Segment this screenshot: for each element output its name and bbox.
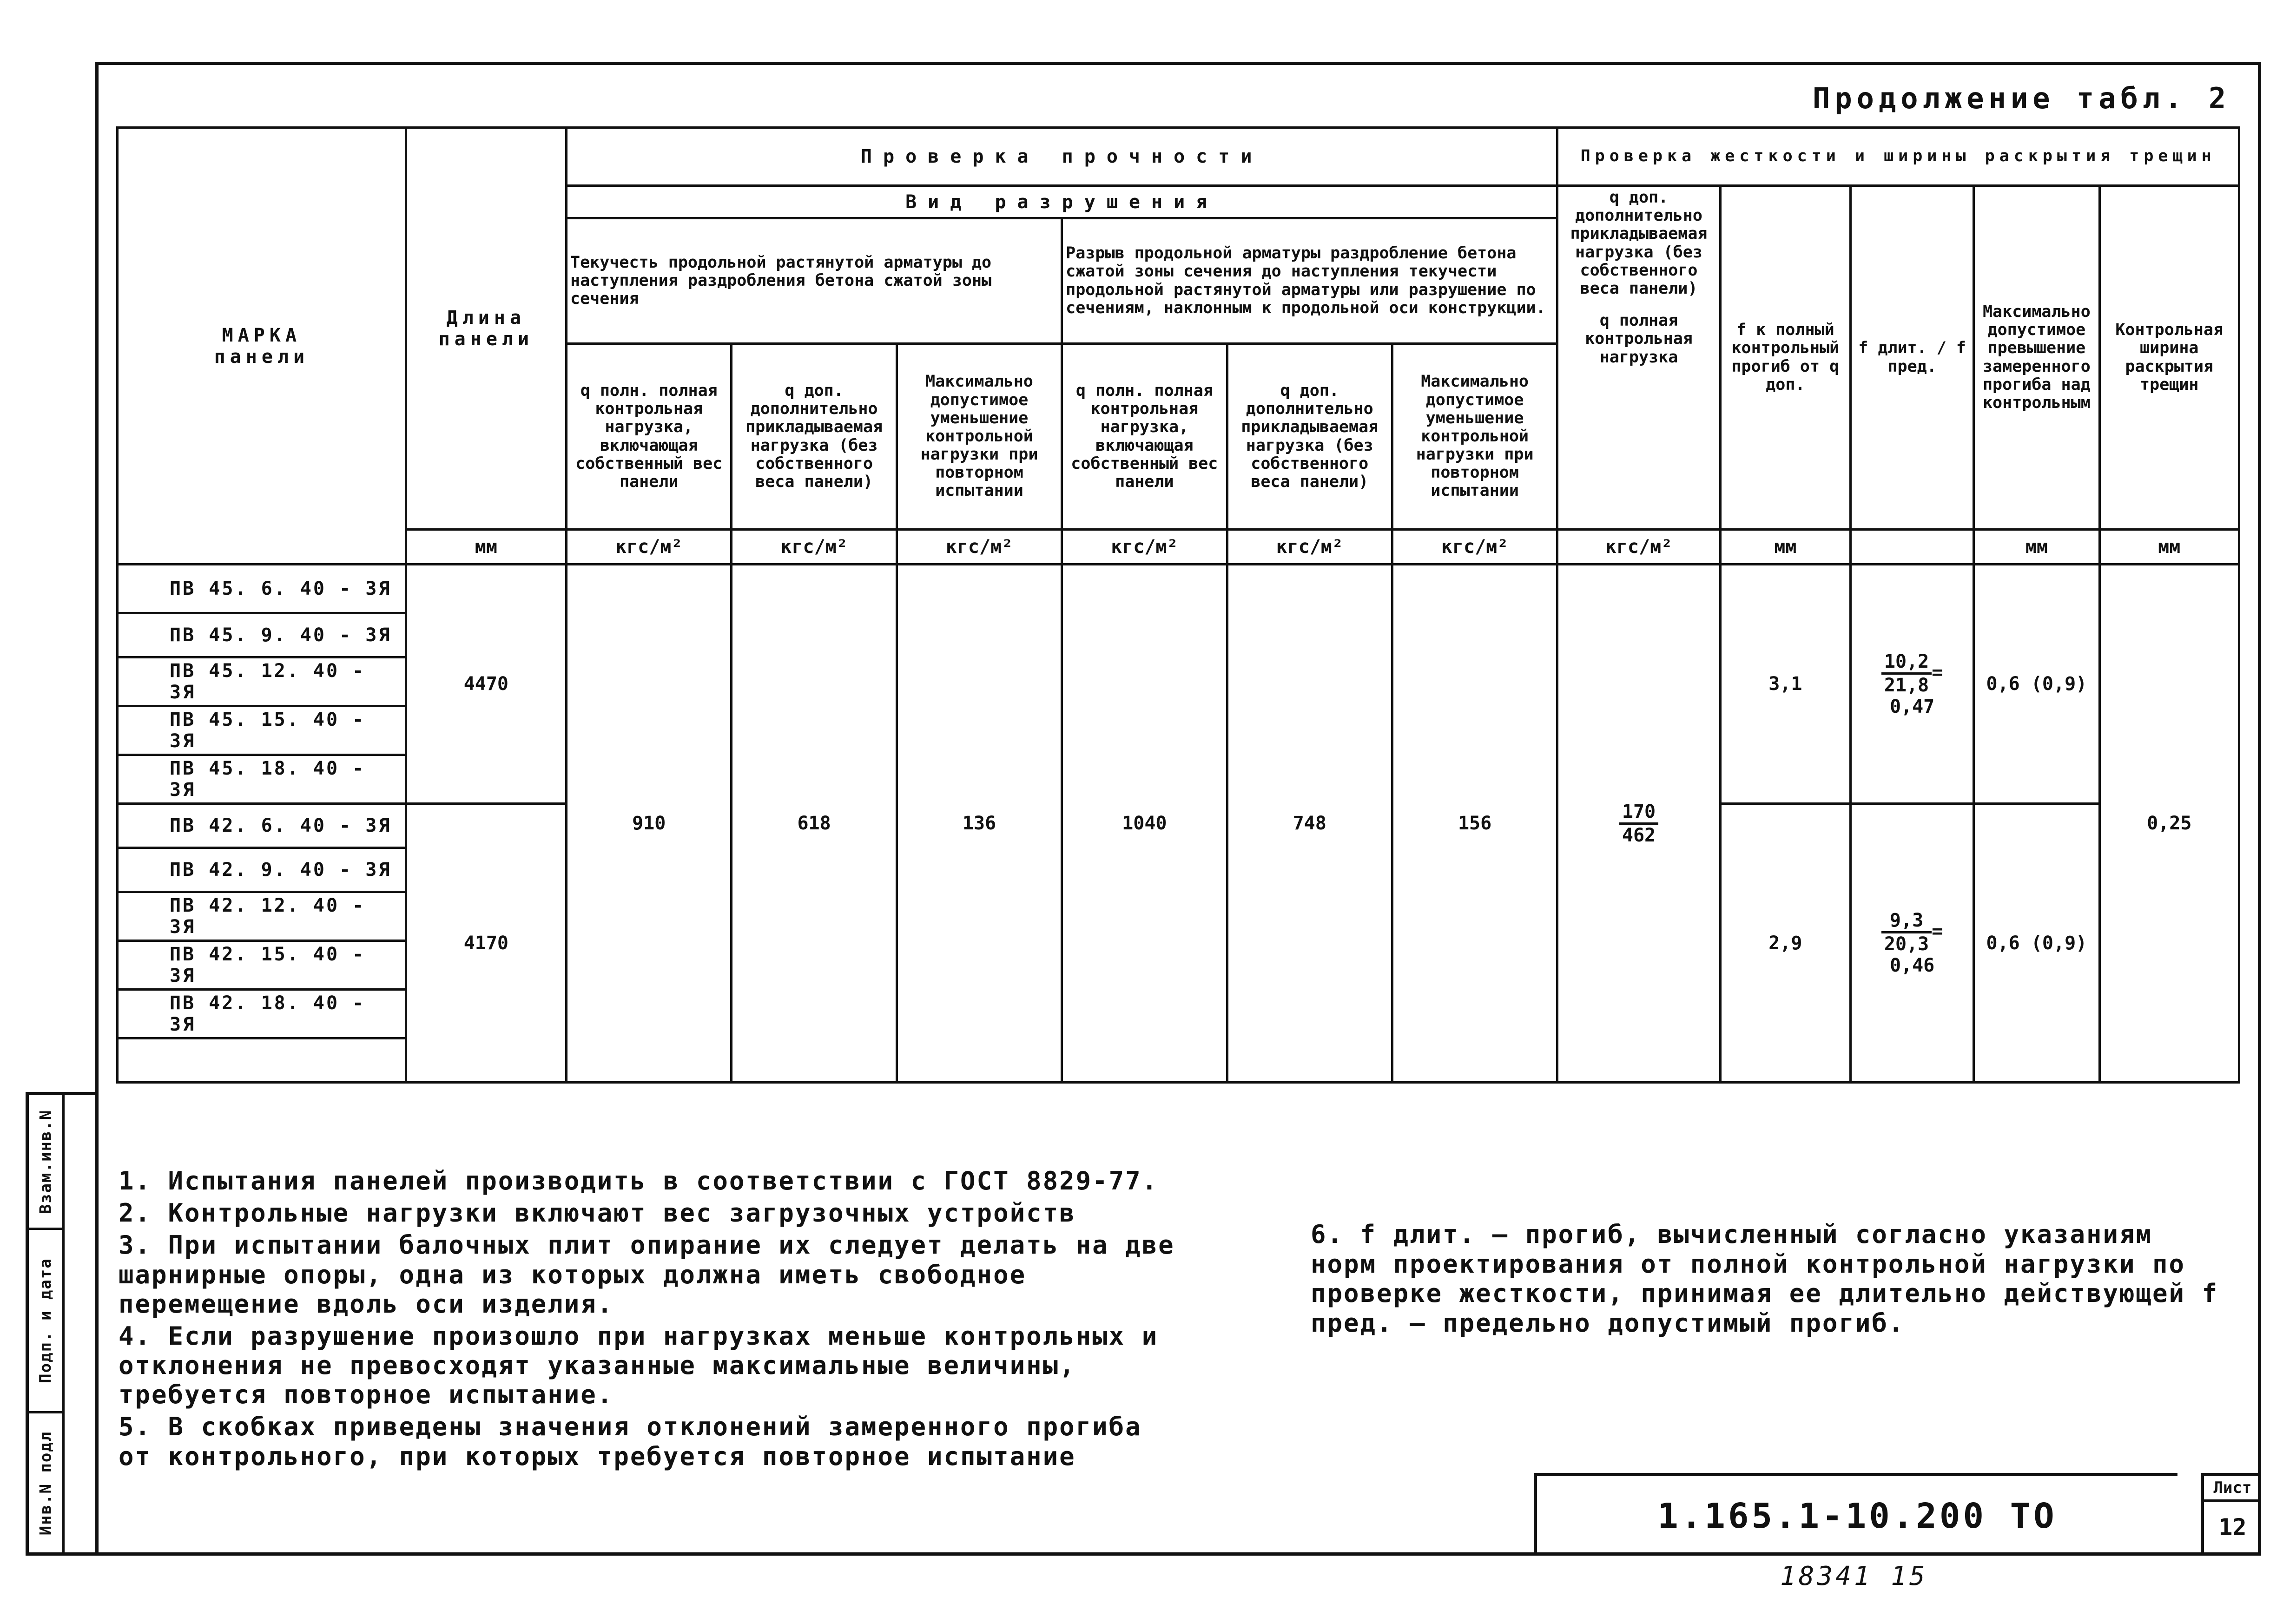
header-c11: Контрольная ширина раскрытия трещин: [2099, 186, 2239, 530]
value-q-add-2: 748: [1227, 565, 1392, 1083]
f-ratio-2-denominator: 20,3: [1884, 933, 1929, 955]
unit-c2: кгс/м²: [732, 530, 897, 565]
row-mark-4: ПВ 45. 15. 40 - 3Я: [118, 706, 406, 755]
note-3: 3. При испытании балочных плит опирание их следует делать на две шарнирные опоры, одна из которых должна иметь свободное перемещение вдоль оси изделия.: [119, 1230, 1175, 1319]
unit-c10: мм: [1974, 530, 2099, 565]
unit-c1: кгс/м²: [567, 530, 732, 565]
note-1: 1. Испытания панелей производить в соответствии с ГОСТ 8829-77.: [119, 1166, 1159, 1196]
header-group1: Текучесть продольной растянутой арматуры до наступления раздробления бетона сжатой зоны сечения: [567, 218, 1062, 344]
header-c4: q полн. полная контрольная нагрузка, включающая собственный вес панели: [1062, 344, 1227, 530]
header-stiffness: Проверка жесткости и ширины раскрытия трещин: [1557, 128, 2239, 186]
header-c2: q доп. дополнительно прикладываемая нагрузка (без собственного веса панели): [732, 344, 897, 530]
row-mark-3: ПВ 45. 12. 40 - 3Я: [118, 657, 406, 706]
sheet-number: 12: [2218, 1514, 2247, 1541]
side-label-inv: Инв.N подл: [36, 1431, 55, 1536]
header-length-panel: панели: [438, 329, 534, 350]
value-max-decrease-2: 156: [1392, 565, 1557, 1083]
value-q-add-1: 618: [732, 565, 897, 1083]
notes: [119, 1166, 1188, 1474]
header-failure-type: Вид разрушения: [567, 186, 1557, 218]
row-mark-10: ПВ 42. 18. 40 - 3Я: [118, 990, 406, 1038]
header-length: [406, 128, 566, 530]
f-ratio-2-numerator: 9,3: [1881, 910, 1932, 933]
unit-c7: кгс/м²: [1557, 530, 1720, 565]
f-ratio-2-result: = 0,46: [1889, 920, 1943, 976]
f-ratio-1-denominator: 21,8: [1884, 674, 1929, 696]
f-ratio-2-fraction: [1881, 910, 1932, 955]
q-denominator: 462: [1622, 824, 1656, 846]
q-fraction: [1619, 801, 1658, 846]
row-mark-5: ПВ 45. 18. 40 - 3Я: [118, 755, 406, 804]
continuation-label: Продолжение табл. 2: [1813, 81, 2231, 115]
side-cell-sign: [29, 1230, 62, 1413]
fk-2: 2,9: [1720, 804, 1850, 1083]
note-6: 6. f длит. – прогиб, вычисленный согласно указаниям норм проектирования от полной контрольной нагрузки по проверке жесткости, принимая ее длительно действующей f пред. – предельно допустимый прогиб.: [1311, 1220, 2219, 1338]
length-4170: 4170: [406, 804, 566, 1083]
side-cell-inv: [29, 1413, 62, 1553]
side-cell-replace: [29, 1095, 62, 1230]
header-c5: q доп. дополнительно прикладываемая нагрузка (без собственного веса панели): [1227, 344, 1392, 530]
header-group2: Разрыв продольной арматуры раздробление бетона сжатой зоны сечения до наступления текучести продольной растянутой арматуры или разрушение по сечениям, наклонным к продольной оси конструкции.: [1062, 218, 1557, 344]
max-excess-1: 0,6 (0,9): [1974, 565, 2099, 804]
row-mark-empty: [118, 1038, 406, 1083]
unit-c3: кгс/м²: [897, 530, 1062, 565]
header-c7b: q полная контрольная нагрузка: [1585, 311, 1693, 367]
unit-c11: мм: [2099, 530, 2239, 565]
f-ratio-2: [1850, 804, 1973, 1083]
note-2: 2. Контрольные нагрузки включают вес загрузочных устройств: [119, 1198, 1076, 1228]
header-strength: Проверка прочности: [567, 128, 1557, 186]
header-c8: f к полный контрольный прогиб от q доп.: [1720, 186, 1850, 530]
title-block-code: 1.165.1-10.200 ТО: [1534, 1473, 2177, 1556]
side-rule: [62, 1095, 65, 1552]
value-q-ratio: [1557, 565, 1720, 1083]
header-c7a: q доп. дополнительно прикладываемая нагрузка (без собственного веса панели): [1570, 188, 1708, 298]
header-c1: q полн. полная контрольная нагрузка, включающая собственный вес панели: [567, 344, 732, 530]
header-marka-panel: панели: [214, 346, 310, 368]
max-excess-2: 0,6 (0,9): [1974, 804, 2099, 1083]
header-c9: f длит. / f пред.: [1850, 186, 1973, 530]
header-c6: Максимально допустимое уменьшение контрольной нагрузки при повторном испытании: [1392, 344, 1557, 530]
header-length-text: Длина: [446, 307, 526, 329]
f-ratio-1-numerator: 10,2: [1881, 651, 1932, 675]
note-4: 4. Если разрушение произошло при нагрузках меньше контрольных и отклонения не превосходят указанные максимальные величины, требуется повторное испытание.: [119, 1321, 1159, 1410]
row-mark-7: ПВ 42. 9. 40 - 3Я: [118, 848, 406, 892]
value-max-decrease-1: 136: [897, 565, 1062, 1083]
row-mark-1: ПВ 45. 6. 40 - 3Я: [118, 565, 406, 613]
archive-stamp: 18341 15: [1780, 1561, 1928, 1591]
header-c7: [1557, 186, 1720, 530]
f-ratio-1-result: = 0,47: [1889, 662, 1943, 717]
length-4470: 4470: [406, 565, 566, 804]
value-q-full-1: 910: [567, 565, 732, 1083]
value-q-full-2: 1040: [1062, 565, 1227, 1083]
header-c10: Максимально допустимое превышение замеренного прогиба над контрольным: [1974, 186, 2099, 530]
fk-1: 3,1: [1720, 565, 1850, 804]
row-mark-9: ПВ 42. 15. 40 - 3Я: [118, 941, 406, 990]
side-label-replace: Взам.инв.N: [36, 1109, 55, 1214]
unit-c9: [1850, 530, 1973, 565]
unit-c5: кгс/м²: [1227, 530, 1392, 565]
unit-c4: кгс/м²: [1062, 530, 1227, 565]
sheet-label: Лист: [2204, 1476, 2261, 1502]
row-mark-6: ПВ 42. 6. 40 - 3Я: [118, 804, 406, 848]
f-ratio-1-fraction: [1881, 651, 1932, 696]
side-stamp: [26, 1092, 95, 1556]
sheet-box: [2201, 1473, 2261, 1556]
row-mark-8: ПВ 42. 12. 40 - 3Я: [118, 892, 406, 941]
q-numerator: 170: [1619, 801, 1658, 825]
row-mark-2: ПВ 45. 9. 40 - 3Я: [118, 613, 406, 657]
panels-table: [116, 126, 2240, 1084]
header-marka-text: МАРКА: [222, 324, 302, 346]
f-ratio-1: [1850, 565, 1973, 804]
unit-length: мм: [406, 530, 566, 565]
unit-c8: мм: [1720, 530, 1850, 565]
note-5: 5. В скобках приведены значения отклонений замеренного прогиба от контрольного, при которых требуется повторное испытание: [119, 1412, 1142, 1471]
crack-width: 0,25: [2099, 565, 2239, 1083]
side-label-sign: Подп. и дата: [36, 1258, 55, 1383]
header-c3: Максимально допустимое уменьшение контрольной нагрузки при повторном испытании: [897, 344, 1062, 530]
unit-c6: кгс/м²: [1392, 530, 1557, 565]
header-marka: [118, 128, 406, 565]
